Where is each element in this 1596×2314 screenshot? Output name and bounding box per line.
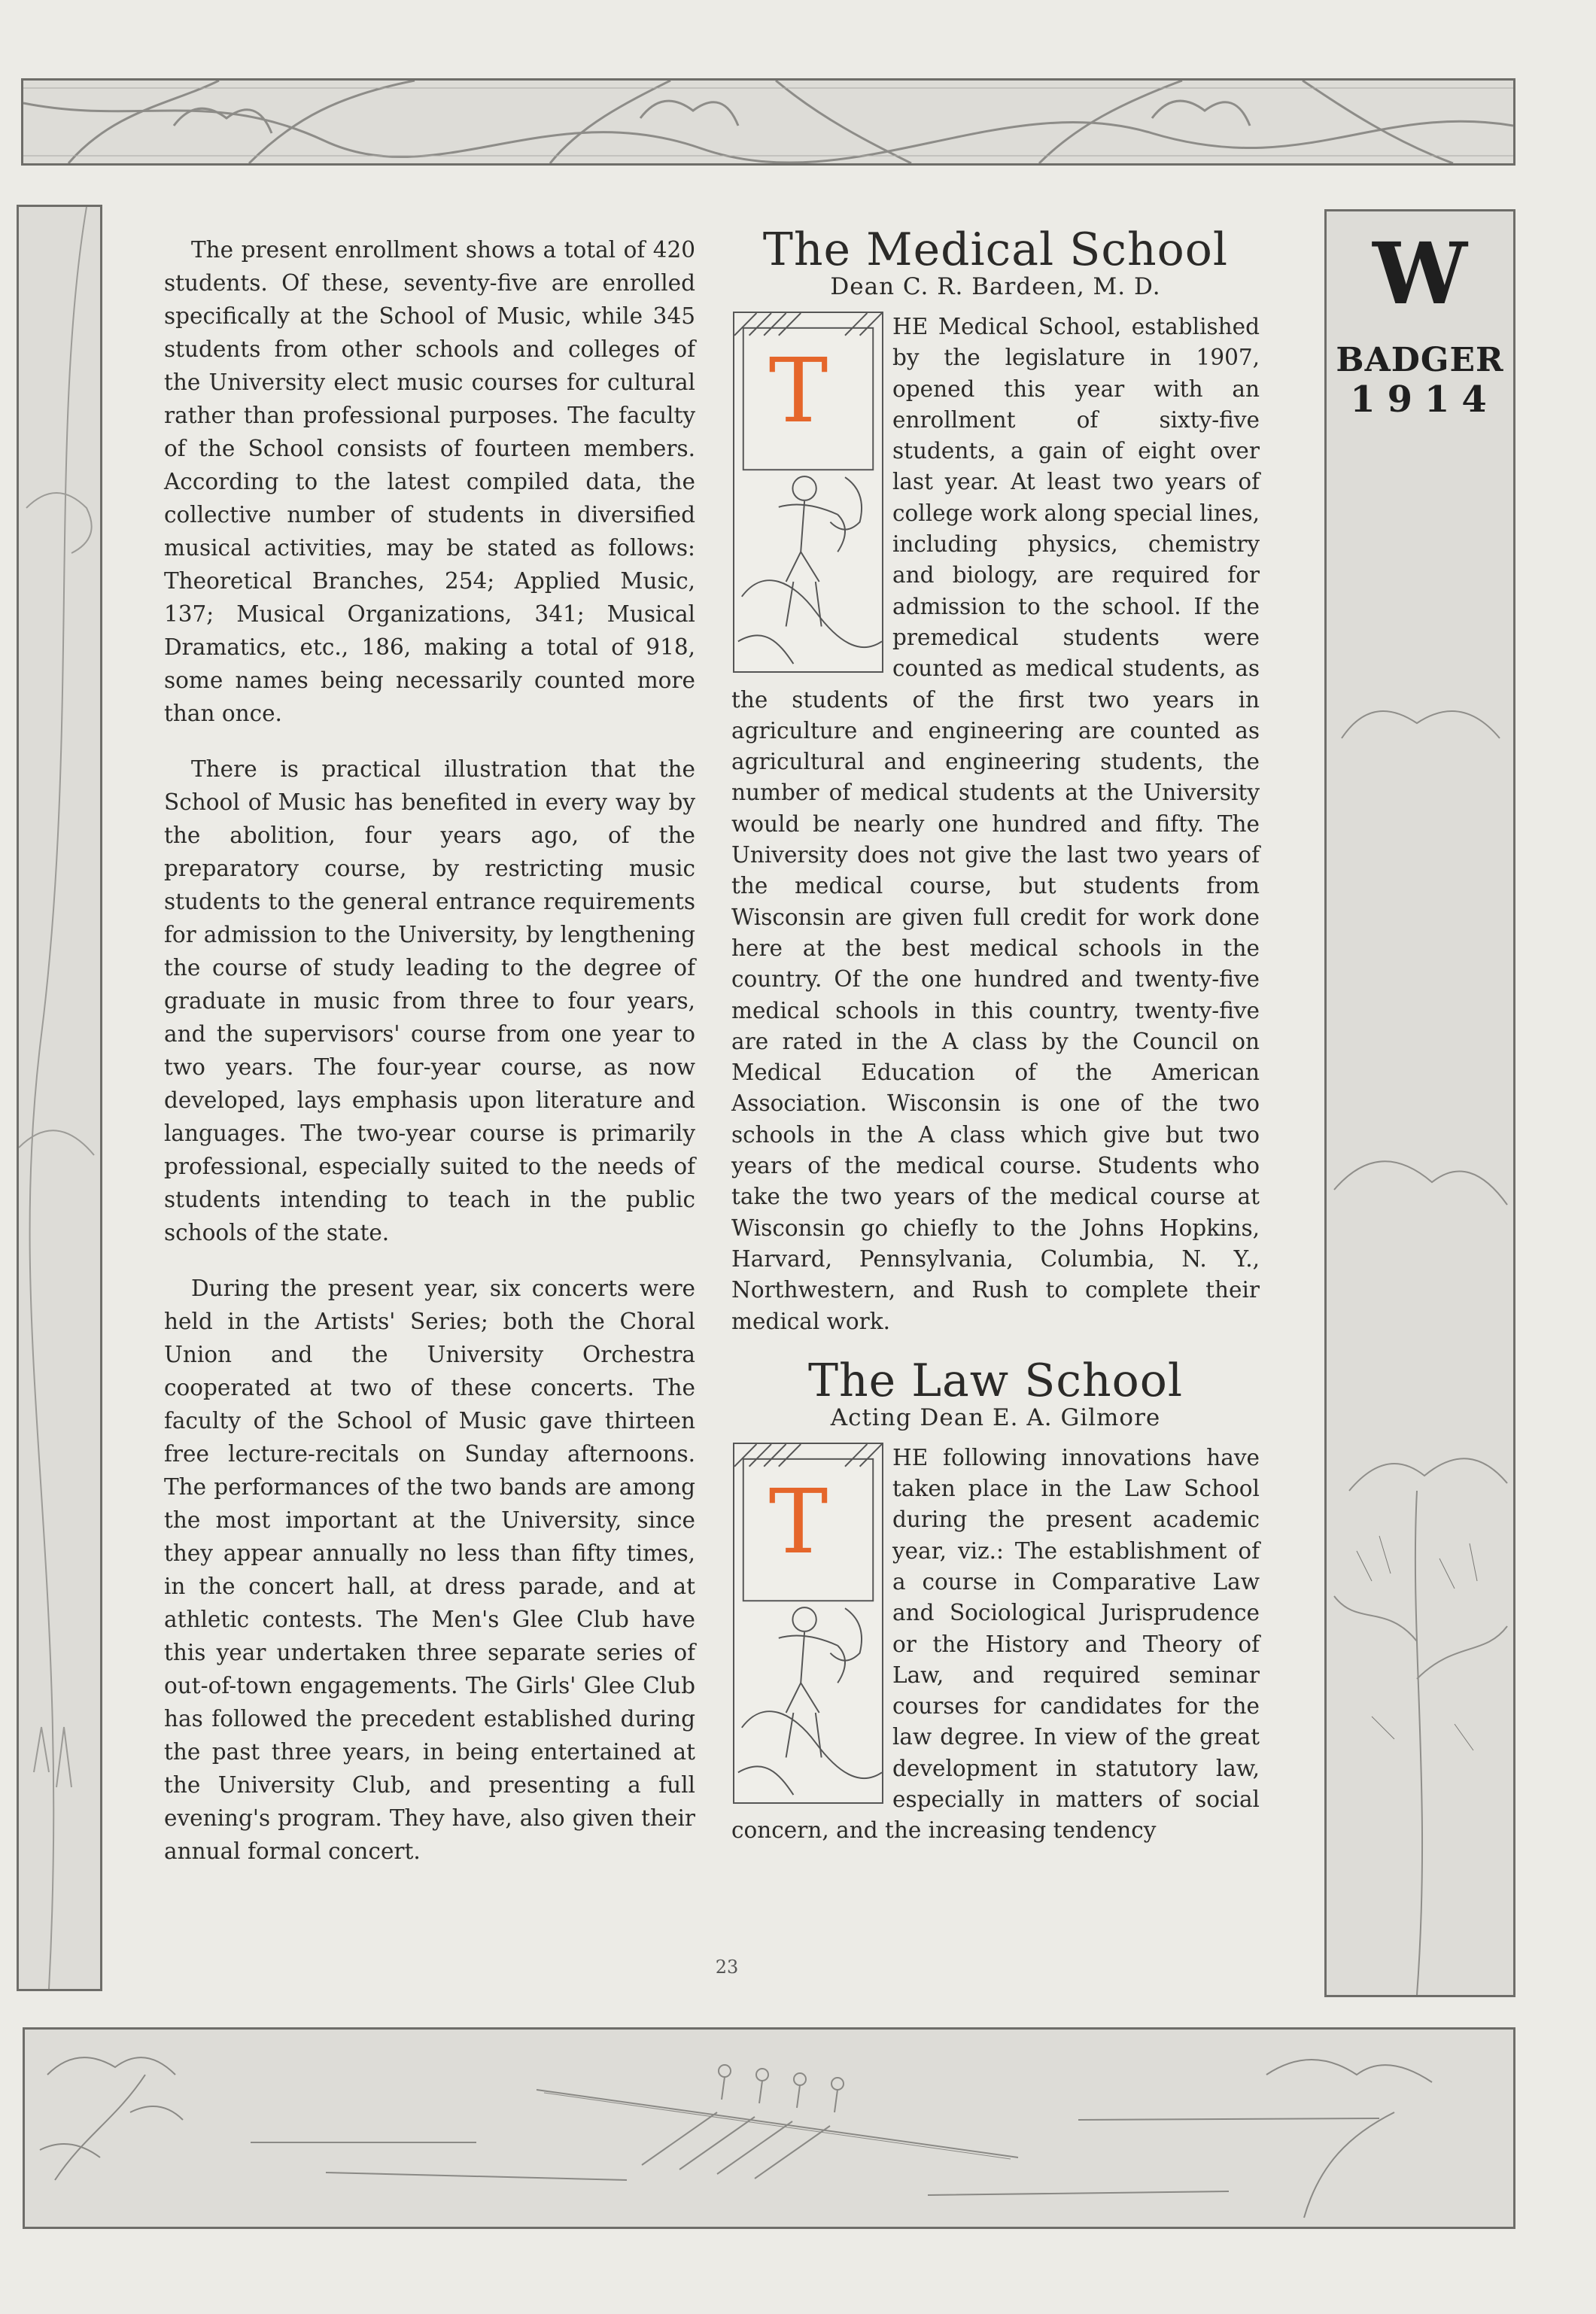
paragraph-enrollment: The present enrollment shows a total of 420 students. Of these, seventy-five are enrolled specifically at the School of Music, while 345 students from other schools and colleges of the University elect music courses for cultural rather than professional purposes. The faculty of the School consists of fourteen members. According to the latest compiled data, the collective number of students in diversified musical activities, may be stated as follows: Theoretical Branches, 254; Applied Music, 137; Musical Organizations, 341; Musical Dramatics, etc., 186, making a total of 918, some names being necessarily counted more than once. bbox=[164, 237, 695, 726]
badger-year: 1914 bbox=[1350, 379, 1499, 421]
medical-school-title: The Medical School bbox=[762, 223, 1229, 276]
right-column bbox=[731, 223, 1260, 1847]
law-school-title: The Law School bbox=[807, 1354, 1184, 1407]
page-number: 23 bbox=[715, 1957, 739, 1978]
medical-dropcap bbox=[733, 312, 883, 673]
right-sidebar-strip bbox=[1324, 209, 1515, 1997]
left-decorative-strip bbox=[17, 205, 102, 1991]
branch-ornament-icon bbox=[23, 81, 1513, 163]
tree-ornament-icon bbox=[19, 207, 100, 1989]
w-logo: W bbox=[1373, 225, 1467, 324]
top-decorative-banner bbox=[21, 78, 1515, 166]
tree-landscape-icon bbox=[1327, 211, 1513, 1995]
bottom-rowing-illustration bbox=[23, 2027, 1515, 2229]
law-dropcap bbox=[733, 1443, 883, 1804]
paragraph-practical-illustration: There is practical illustration that the School of Music has benefited in every way by the abolition, four years ago, of the preparatory course, by restricting music students to the general entrance requirements for admission to the University, by lengthening the course of study leading to the degree of graduate in music from three to four years, and the supervisors' course from one year to two years. The four-year course, as now developed, lays emphasis upon literature and languages. The two-year course is primarily professional, especially suited to the needs of students intending to teach in the public schools of the state. bbox=[164, 756, 695, 1245]
paragraph-concerts: During the present year, six concerts were held in the Artists' Series; both the Choral Union and the University Orchestra cooperated at two of these concerts. The faculty of the School of Music gave thirteen free lecture-recitals on Sunday afternoons. The performances of the two bands are among the most important at the University, since they appear annually no less than fifty times, in the concert hall, at dress parade, and at athletic contests. The Men's Glee Club have this year undertaken three separate series of out-of-town engagements. The Girls' Glee Club has followed the precedent established during the past three years, in being entertained at the University Club, and presenting a full evening's program. They have, also given their annual formal concert. bbox=[164, 1276, 695, 1864]
law-school-body: HE following innovations have taken place in the Law School during the present academic year, viz.: The establishment of a course in Comparative Law and Sociological Jurisprudence or the History and Theory of Law, and required seminar courses for candidates for the law degree. In view of the great development in statutory law, especially in matters of social concern, and the increasing tendency bbox=[731, 1444, 1260, 1844]
rowing-crew-icon bbox=[25, 2030, 1513, 2227]
medical-dropcap-letter: T bbox=[768, 339, 828, 442]
badger-title: BADGER bbox=[1336, 341, 1504, 379]
left-column bbox=[164, 233, 695, 1890]
law-school-dean: Acting Dean E. A. Gilmore bbox=[830, 1403, 1161, 1431]
medical-school-body: HE Medical School, established by the legislature in 1907, opened this year with an enrollment of sixty-five students, a gain of eight over last year. At least two years of college work along special lines, including physics, chemistry and biology, are required for admission to the school. If the premedical students were counted as medical students, as the students of the first two years in agriculture and engineering are counted as agricultural and engineering students, the number of medical students at the University would be nearly one hundred and fifty. The University does not give the last two years of the medical course, but students from Wisconsin are given full credit for work done here at the best medical schools in the country. Of the one hundred and twenty-five medical schools in this country, twenty-five are rated in the A class by the Council on Medical Education of the American Association. Wisconsin is one of the two schools in the A class which give but two years of the medical course. Students who take the two years of the medical course at Wisconsin go chiefly to the Johns Hopkins, Harvard, Pennsylvania, Columbia, N. Y., Northwestern, and Rush to complete their medical work. bbox=[731, 314, 1260, 1334]
medical-school-dean: Dean C. R. Bardeen, M. D. bbox=[830, 273, 1161, 300]
law-school-section bbox=[731, 1354, 1260, 1847]
law-dropcap-letter: T bbox=[768, 1469, 828, 1574]
